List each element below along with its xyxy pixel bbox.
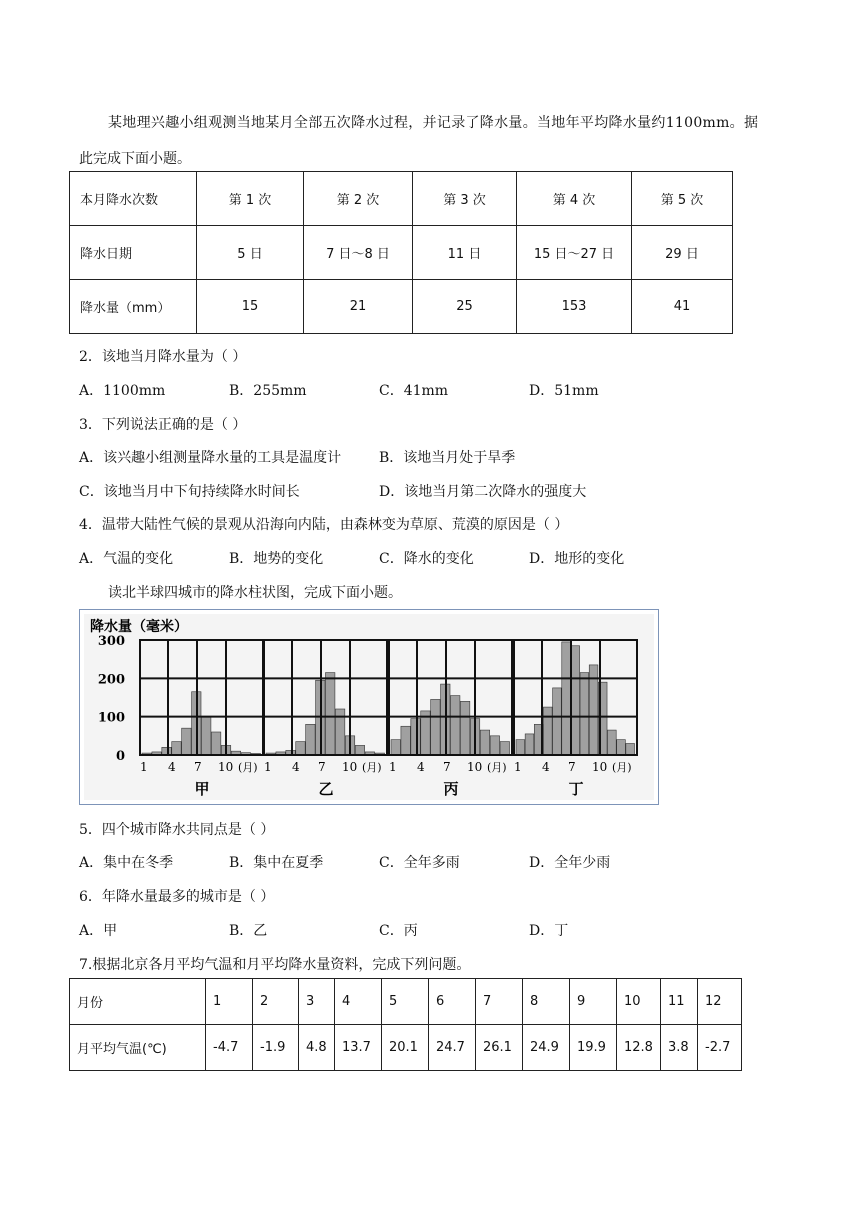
question-3-stem: 3．下列说法正确的是（ ）	[79, 417, 247, 433]
table-cell: 7 日～8 日	[304, 226, 413, 280]
table-cell: 4	[335, 979, 382, 1025]
x-tick-label: 10	[218, 760, 234, 774]
q2-option-c[interactable]: C．41mm	[379, 383, 449, 399]
table-cell: 20.1	[382, 1025, 429, 1071]
table-cell: 13.7	[335, 1025, 382, 1071]
q2-option-d[interactable]: D．51mm	[529, 383, 599, 399]
bar	[326, 673, 335, 755]
x-tick-label: 7	[568, 760, 576, 774]
x-tick-label: 7	[194, 760, 202, 774]
bar	[202, 717, 211, 755]
table-cell: 降水日期	[70, 226, 197, 280]
table-cell: 15	[197, 280, 304, 334]
panel-name: 乙	[318, 780, 334, 798]
table-row	[70, 979, 742, 1025]
question-2-stem: 2．该地当月降水量为（ ）	[79, 349, 247, 365]
table-cell: 3.8	[661, 1025, 698, 1071]
chart-intro: 读北半球四城市的降水柱状图，完成下面小题。	[108, 585, 402, 601]
q6-option-b[interactable]: B．乙	[229, 923, 268, 939]
q2-option-a[interactable]: A．1100mm	[79, 383, 166, 399]
table-cell: 29 日	[632, 226, 733, 280]
q4-option-b[interactable]: B．地势的变化	[229, 551, 324, 567]
bar	[500, 742, 509, 755]
x-tick-label: 1	[389, 760, 397, 774]
table-cell: 第 4 次	[517, 172, 632, 226]
x-tick-label: 4	[417, 760, 425, 774]
bar	[211, 732, 220, 755]
q5-option-c[interactable]: C．全年多雨	[379, 855, 460, 871]
table-cell: 2	[253, 979, 299, 1025]
table-cell: 15 日～27 日	[517, 226, 632, 280]
table-cell: 12.8	[617, 1025, 661, 1071]
x-tick-label: 10	[592, 760, 608, 774]
table-cell: 21	[304, 280, 413, 334]
table-cell: 第 2 次	[304, 172, 413, 226]
bar	[480, 730, 489, 755]
table-cell: 11 日	[413, 226, 517, 280]
table-cell: 12	[698, 979, 742, 1025]
panel-name: 丙	[443, 780, 459, 798]
intro-line-1: 某地理兴趣小组观测当地某月全部五次降水过程，并记录了降水量。当地年平均降水量约1100mm。据	[108, 115, 759, 131]
precipitation-chart-svg	[80, 610, 658, 804]
bar	[411, 719, 420, 755]
table-cell: 6	[429, 979, 476, 1025]
bar	[580, 673, 589, 755]
question-6-stem: 6．年降水量最多的城市是（ ）	[79, 889, 275, 905]
bar	[553, 688, 562, 755]
x-tick-label: 1	[514, 760, 522, 774]
bar	[460, 701, 469, 755]
table-cell: 5	[382, 979, 429, 1025]
bar	[391, 740, 400, 755]
table-cell: 41	[632, 280, 733, 334]
intro-line-2: 此完成下面小题。	[79, 151, 191, 167]
question-5-stem: 5．四个城市降水共同点是（ ）	[79, 822, 275, 838]
table-cell: -2.7	[698, 1025, 742, 1071]
panel-name: 丁	[568, 780, 584, 798]
bar	[626, 744, 635, 756]
table-cell: 24.9	[523, 1025, 570, 1071]
question-4-stem: 4．温带大陆性气候的景观从沿海向内陆，由森林变为草原、荒漠的原因是（ ）	[79, 517, 569, 533]
q6-option-c[interactable]: C．丙	[379, 923, 418, 939]
q3-option-c[interactable]: C．该地当月中下旬持续降水时间长	[79, 484, 300, 500]
precipitation-chart	[79, 609, 659, 805]
bar	[296, 742, 305, 755]
q6-option-a[interactable]: A．甲	[79, 923, 118, 939]
y-tick-label: 0	[115, 749, 125, 764]
beijing-temperature-table	[69, 978, 742, 1071]
bar	[401, 726, 410, 755]
x-tick-label: 1	[140, 760, 148, 774]
chart-title: 降水量（毫米）	[90, 619, 188, 635]
table-cell: 3	[299, 979, 335, 1025]
bar	[306, 724, 315, 755]
x-tick-label: (月)	[487, 761, 507, 774]
table-cell: 第 3 次	[413, 172, 517, 226]
bar	[162, 747, 171, 755]
question-7-stem: 7.根据北京各月平均气温和月平均降水量资料，完成下列问题。	[79, 957, 471, 973]
table-cell: 26.1	[476, 1025, 523, 1071]
bar	[451, 696, 460, 755]
table-row	[70, 1025, 742, 1071]
table-row	[70, 226, 733, 280]
q5-option-a[interactable]: A．集中在冬季	[79, 855, 174, 871]
table-cell: 第 1 次	[197, 172, 304, 226]
x-tick-label: 4	[292, 760, 300, 774]
q2-option-b[interactable]: B．255mm	[229, 383, 307, 399]
table-cell: -4.7	[206, 1025, 253, 1071]
x-tick-label: 10	[467, 760, 483, 774]
bar	[355, 745, 364, 755]
x-tick-label: (月)	[362, 761, 382, 774]
q3-option-a[interactable]: A．该兴趣小组测量降水量的工具是温度计	[79, 450, 342, 466]
x-tick-label: (月)	[238, 761, 258, 774]
table-cell: 本月降水次数	[70, 172, 197, 226]
bar	[516, 740, 525, 755]
x-tick-label: 10	[342, 760, 358, 774]
q6-option-d[interactable]: D．丁	[529, 923, 569, 939]
table-cell: 153	[517, 280, 632, 334]
q3-option-d[interactable]: D．该地当月第二次降水的强度大	[379, 484, 587, 500]
q4-option-a[interactable]: A．气温的变化	[79, 551, 174, 567]
table-cell: -1.9	[253, 1025, 299, 1071]
table-cell: 10	[617, 979, 661, 1025]
table-cell: 24.7	[429, 1025, 476, 1071]
x-tick-label: 4	[542, 760, 550, 774]
table-cell: 7	[476, 979, 523, 1025]
x-tick-label: (月)	[612, 761, 632, 774]
q5-option-d[interactable]: D．全年少雨	[529, 855, 611, 871]
bar	[431, 699, 440, 755]
y-tick-label: 200	[97, 672, 125, 688]
x-tick-label: 7	[443, 760, 451, 774]
y-tick-label: 300	[97, 634, 125, 649]
bar	[525, 734, 534, 755]
table-cell: 月平均气温(℃)	[70, 1025, 206, 1071]
table-cell: 4.8	[299, 1025, 335, 1071]
x-tick-label: 7	[318, 760, 326, 774]
table-cell: 降水量（mm）	[70, 280, 197, 334]
panel-name: 甲	[194, 780, 210, 798]
rainfall-table	[69, 171, 733, 334]
table-cell: 8	[523, 979, 570, 1025]
bar	[172, 742, 181, 755]
bar	[543, 707, 552, 755]
bar	[182, 728, 191, 755]
q4-option-c[interactable]: C．降水的变化	[379, 551, 474, 567]
q3-option-b[interactable]: B．该地当月处于旱季	[379, 450, 516, 466]
bar	[617, 740, 626, 755]
bar	[562, 642, 571, 755]
table-cell: 5 日	[197, 226, 304, 280]
bar	[490, 736, 499, 755]
table-cell: 第 5 次	[632, 172, 733, 226]
table-cell: 9	[570, 979, 617, 1025]
x-tick-label: 1	[264, 760, 272, 774]
bar	[608, 730, 617, 755]
table-cell: 19.9	[570, 1025, 617, 1071]
table-row	[70, 280, 733, 334]
y-tick-label: 100	[97, 710, 125, 726]
table-row	[70, 172, 733, 226]
table-cell: 25	[413, 280, 517, 334]
table-cell: 月份	[70, 979, 206, 1025]
x-tick-label: 4	[168, 760, 176, 774]
bar	[571, 646, 580, 755]
q4-option-d[interactable]: D．地形的变化	[529, 551, 625, 567]
q5-option-b[interactable]: B．集中在夏季	[229, 855, 324, 871]
table-cell: 11	[661, 979, 698, 1025]
table-cell: 1	[206, 979, 253, 1025]
